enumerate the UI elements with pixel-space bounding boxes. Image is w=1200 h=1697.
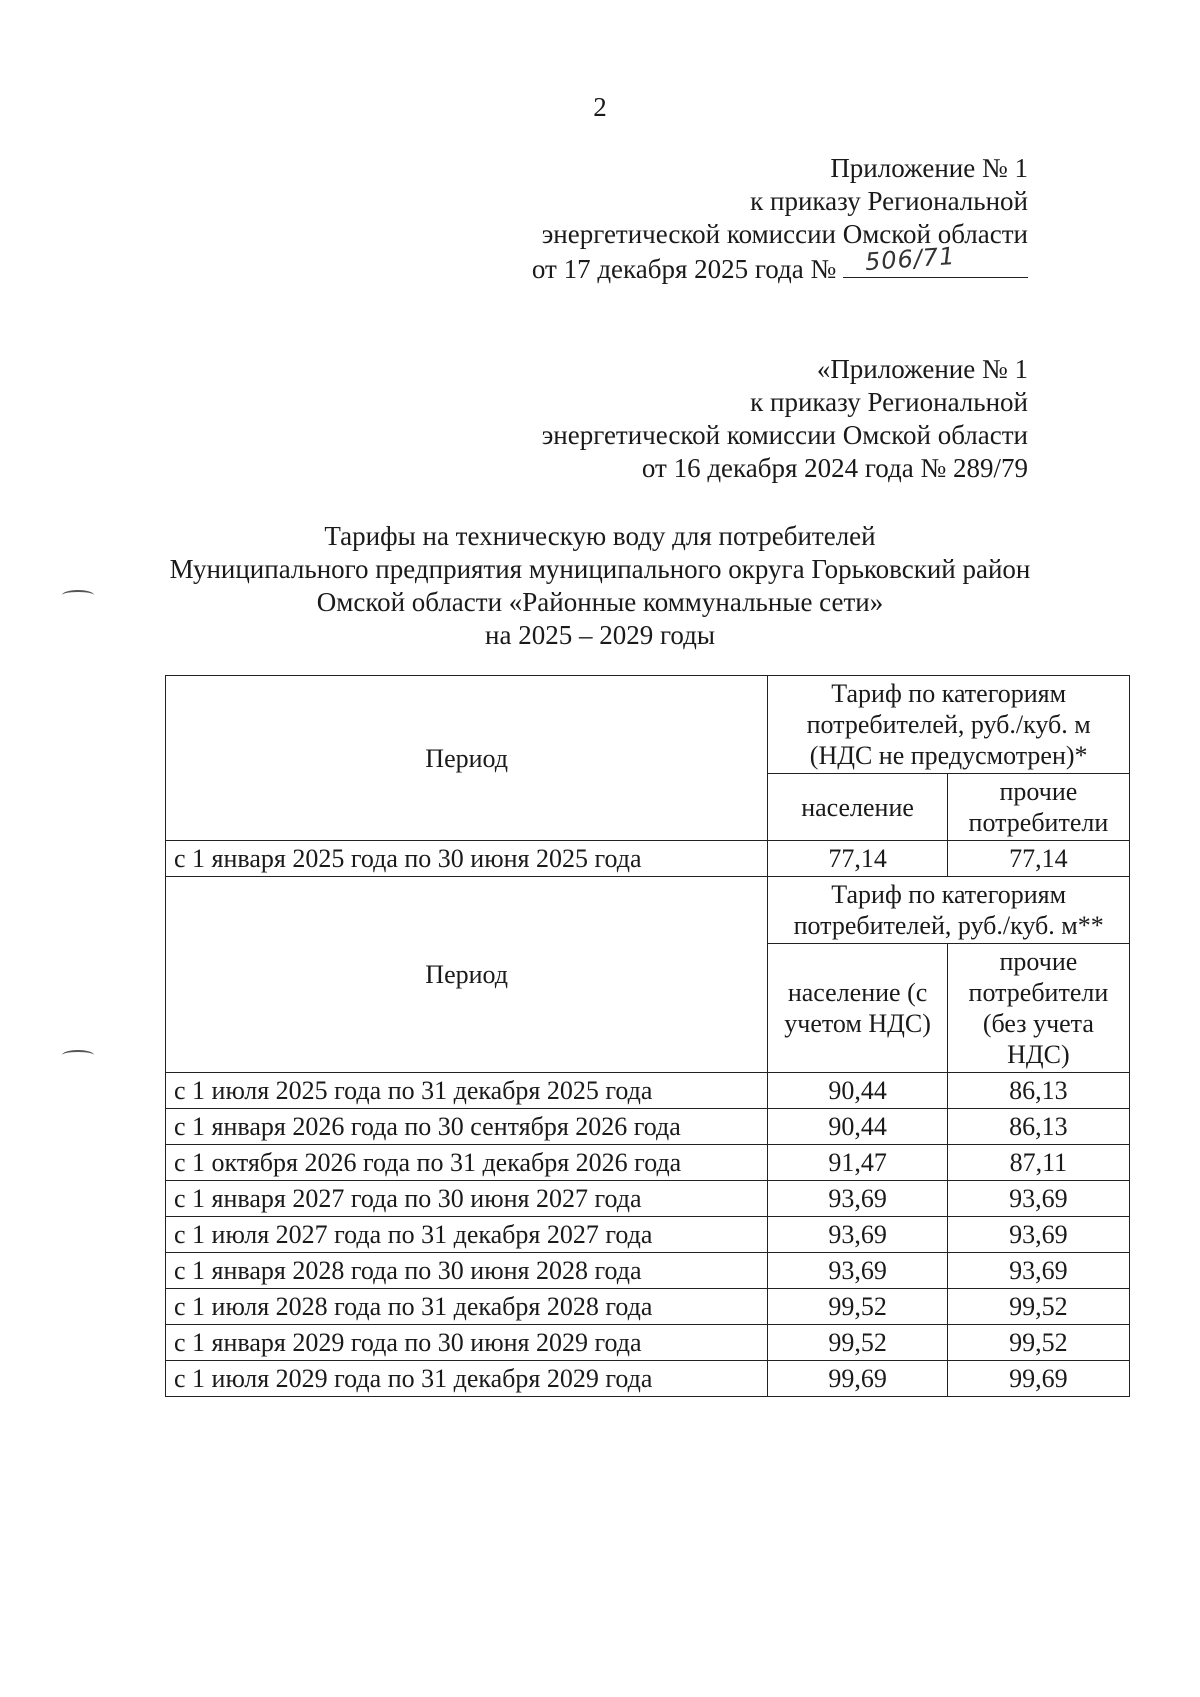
scan-mark: [62, 590, 94, 600]
tariff-group-header: Тариф по категориям потребителей, руб./куб. м**: [768, 877, 1130, 944]
tariff-group-header: Тариф по категориям потребителей, руб./куб. м (НДС не предусмотрен)*: [768, 676, 1130, 774]
table-row: [166, 1289, 1130, 1325]
order-number-handwritten: 506/71: [864, 241, 957, 277]
appendix-current-date: от 17 декабря 2025 года №: [531, 254, 837, 284]
period-header: Период: [166, 877, 768, 1073]
title-line: на 2025 – 2029 годы: [485, 620, 715, 650]
table-row: [166, 1073, 1130, 1109]
table-row: [166, 841, 1130, 877]
other-value: 99,52: [947, 1325, 1129, 1361]
table-row: [166, 1253, 1130, 1289]
appendix-current-line: Приложение № 1: [830, 153, 1028, 183]
title-line: Муниципального предприятия муниципального округа Горьковский район: [169, 554, 1031, 584]
other-value: 86,13: [947, 1073, 1129, 1109]
other-value: 77,14: [947, 841, 1129, 877]
other-value: 93,69: [947, 1253, 1129, 1289]
appendix-previous-line: от 16 декабря 2024 года № 289/79: [641, 453, 1028, 483]
scan-mark: [62, 1050, 94, 1060]
population-value: 99,52: [768, 1325, 947, 1361]
appendix-current-line: энергетической комиссии Омской области: [541, 219, 1028, 249]
population-header: население (с учетом НДС): [768, 944, 947, 1073]
other-value: 86,13: [947, 1109, 1129, 1145]
period-cell: с 1 октября 2026 года по 31 декабря 2026 года: [166, 1145, 768, 1181]
order-number-blank: [843, 241, 1028, 278]
appendix-previous-line: энергетической комиссии Омской области: [541, 420, 1028, 450]
other-value: 87,11: [947, 1145, 1129, 1181]
tariff-table: [165, 675, 1130, 1397]
period-cell: с 1 июля 2027 года по 31 декабря 2027 года: [166, 1217, 768, 1253]
population-value: 99,69: [768, 1361, 947, 1397]
period-cell: с 1 января 2028 года по 30 июня 2028 года: [166, 1253, 768, 1289]
population-value: 77,14: [768, 841, 947, 877]
population-header: население: [768, 774, 947, 841]
appendix-current: [532, 152, 1028, 286]
table-row: [166, 1361, 1130, 1397]
title-line: Тарифы на техническую воду для потребителей: [324, 521, 876, 551]
appendix-previous-line: «Приложение № 1: [816, 354, 1028, 384]
other-consumers-header: прочие потребители: [947, 774, 1129, 841]
page-number: 2: [593, 92, 607, 122]
table-header-row: [166, 877, 1130, 944]
period-header: Период: [166, 676, 768, 841]
period-cell: с 1 января 2027 года по 30 июня 2027 года: [166, 1181, 768, 1217]
population-value: 99,52: [768, 1289, 947, 1325]
period-cell: с 1 января 2029 года по 30 июня 2029 года: [166, 1325, 768, 1361]
population-value: 93,69: [768, 1253, 947, 1289]
appendix-previous: [542, 353, 1028, 485]
other-value: 99,52: [947, 1289, 1129, 1325]
other-value: 99,69: [947, 1361, 1129, 1397]
appendix-previous-line: к приказу Региональной: [750, 387, 1028, 417]
table-row: [166, 1109, 1130, 1145]
table-row: [166, 1325, 1130, 1361]
other-consumers-header: прочие потребители (без учета НДС): [947, 944, 1129, 1073]
population-value: 91,47: [768, 1145, 947, 1181]
population-value: 90,44: [768, 1073, 947, 1109]
document-title: [0, 520, 1200, 652]
period-cell: с 1 июля 2028 года по 31 декабря 2028 года: [166, 1289, 768, 1325]
population-value: 93,69: [768, 1181, 947, 1217]
other-value: 93,69: [947, 1181, 1129, 1217]
title-line: Омской области «Районные коммунальные сети»: [316, 587, 884, 617]
table-row: [166, 1145, 1130, 1181]
period-cell: с 1 июля 2025 года по 31 декабря 2025 года: [166, 1073, 768, 1109]
period-cell: с 1 января 2026 года по 30 сентября 2026 года: [166, 1109, 768, 1145]
other-value: 93,69: [947, 1217, 1129, 1253]
table-row: [166, 1181, 1130, 1217]
period-cell: с 1 июля 2029 года по 31 декабря 2029 года: [166, 1361, 768, 1397]
period-cell: с 1 января 2025 года по 30 июня 2025 года: [166, 841, 768, 877]
table-row: [166, 1217, 1130, 1253]
population-value: 90,44: [768, 1109, 947, 1145]
table-header-row: [166, 676, 1130, 774]
appendix-current-line: к приказу Региональной: [750, 186, 1028, 216]
population-value: 93,69: [768, 1217, 947, 1253]
appendix-current-date-line: [531, 241, 1028, 286]
